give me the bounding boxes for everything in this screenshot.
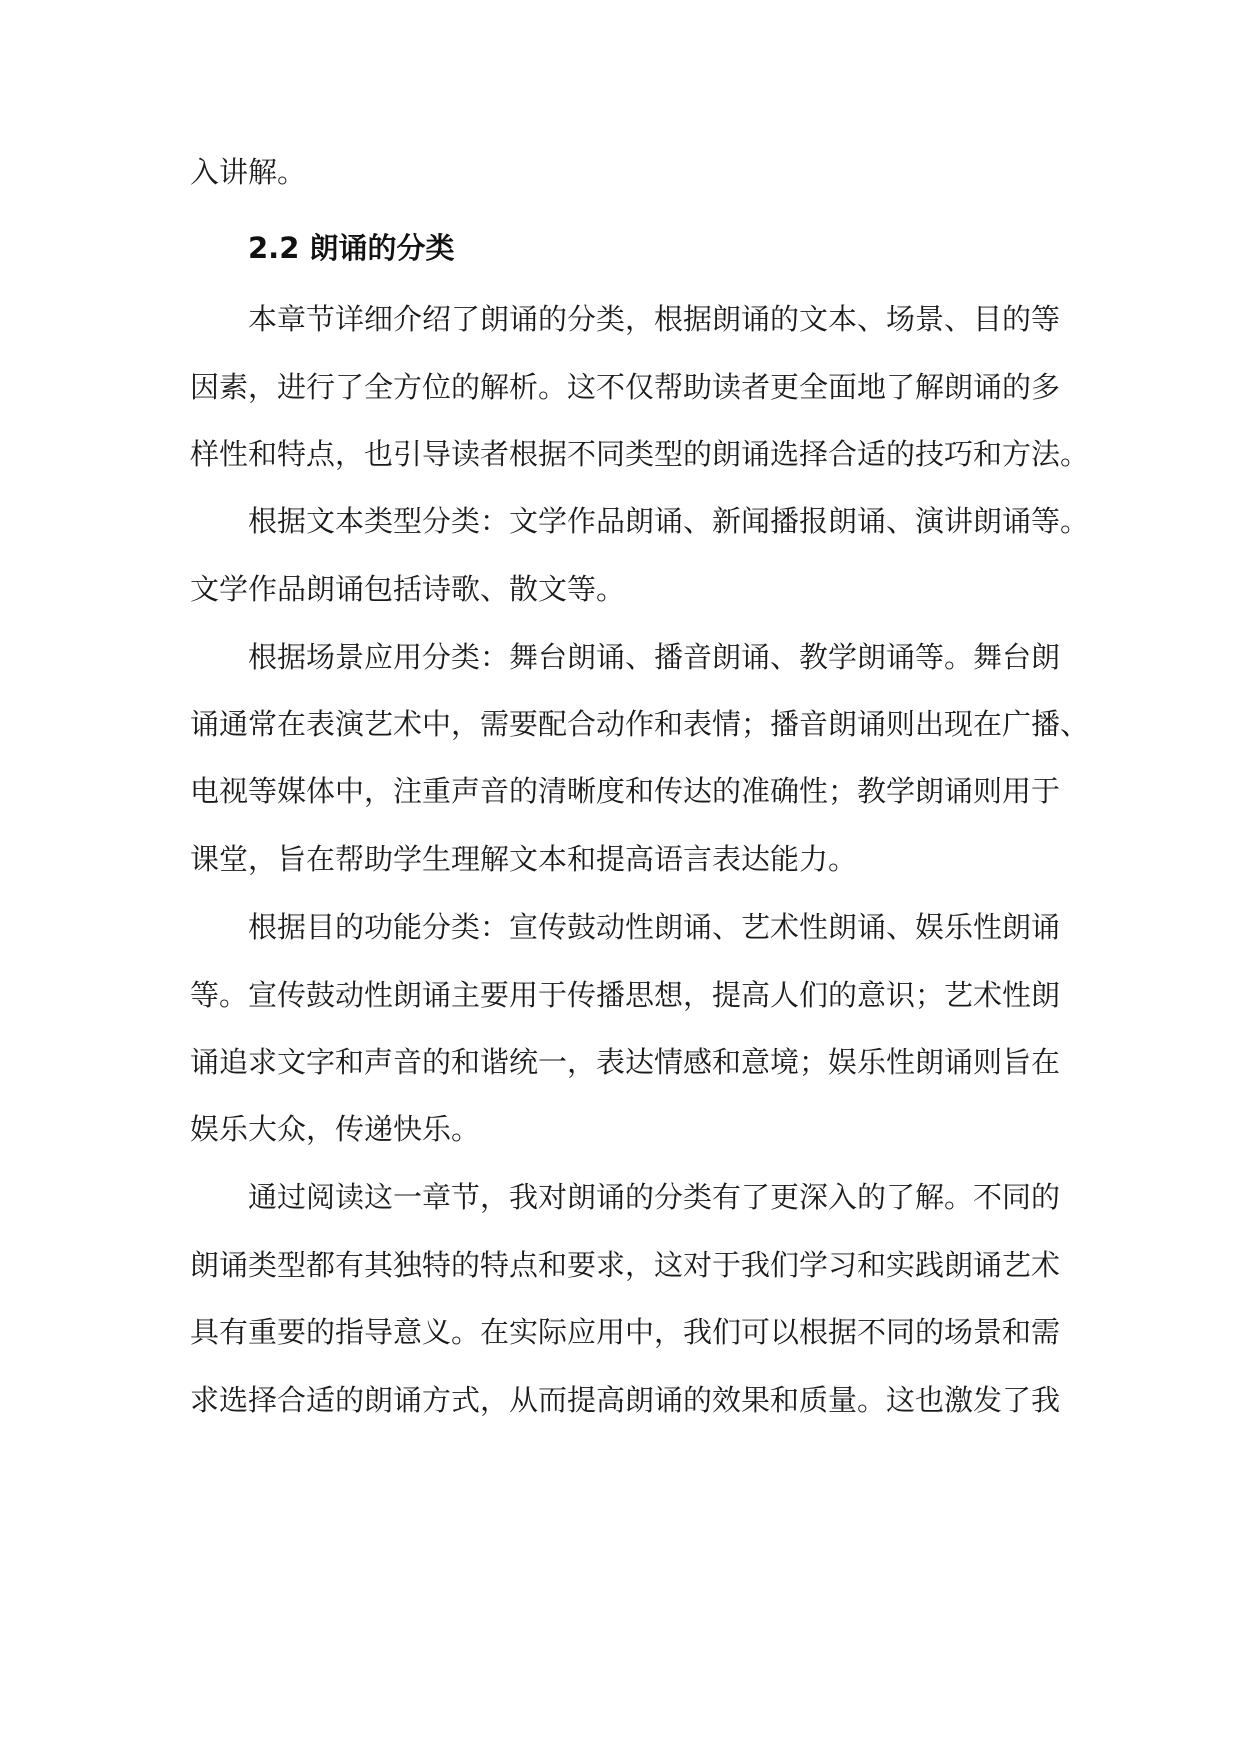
paragraph-line: 通过阅读这一章节，我对朗诵的分类有了更深入的了解。不同的 xyxy=(248,1180,1061,1214)
paragraph-line: 文学作品朗诵包括诗歌、散文等。 xyxy=(190,572,626,606)
section-heading: 2.2 朗诵的分类 xyxy=(248,231,455,265)
paragraph-line: 因素，进行了全方位的解析。这不仅帮助读者更全面地了解朗诵的多 xyxy=(190,370,1061,404)
paragraph-line: 根据文本类型分类：文学作品朗诵、新闻播报朗诵、演讲朗诵等。 xyxy=(248,504,1090,538)
paragraph-line: 娱乐大众，传递快乐。 xyxy=(190,1112,481,1146)
paragraph-line: 等。宣传鼓动性朗诵主要用于传播思想，提高人们的意识；艺术性朗 xyxy=(190,978,1061,1012)
paragraph-line: 诵追求文字和声音的和谐统一，表达情感和意境；娱乐性朗诵则旨在 xyxy=(190,1045,1061,1079)
paragraph-line: 根据场景应用分类：舞台朗诵、播音朗诵、教学朗诵等。舞台朗 xyxy=(248,640,1061,674)
paragraph-line: 本章节详细介绍了朗诵的分类，根据朗诵的文本、场景、目的等 xyxy=(248,302,1061,336)
paragraph-line: 朗诵类型都有其独特的特点和要求，这对于我们学习和实践朗诵艺术 xyxy=(190,1248,1061,1282)
paragraph-line: 入讲解。 xyxy=(190,155,307,189)
paragraph-line: 诵通常在表演艺术中，需要配合动作和表情；播音朗诵则出现在广播、 xyxy=(190,707,1090,741)
paragraph-line: 电视等媒体中，注重声音的清晰度和传达的准确性；教学朗诵则用于 xyxy=(190,774,1061,808)
paragraph-line: 样性和特点，也引导读者根据不同类型的朗诵选择合适的技巧和方法。 xyxy=(190,437,1090,471)
paragraph-line: 具有重要的指导意义。在实际应用中，我们可以根据不同的场景和需 xyxy=(190,1315,1061,1349)
paragraph-line: 根据目的功能分类：宣传鼓动性朗诵、艺术性朗诵、娱乐性朗诵 xyxy=(248,910,1061,944)
paragraph-line: 求选择合适的朗诵方式，从而提高朗诵的效果和质量。这也激发了我 xyxy=(190,1383,1061,1417)
paragraph-line: 课堂，旨在帮助学生理解文本和提高语言表达能力。 xyxy=(190,842,858,876)
